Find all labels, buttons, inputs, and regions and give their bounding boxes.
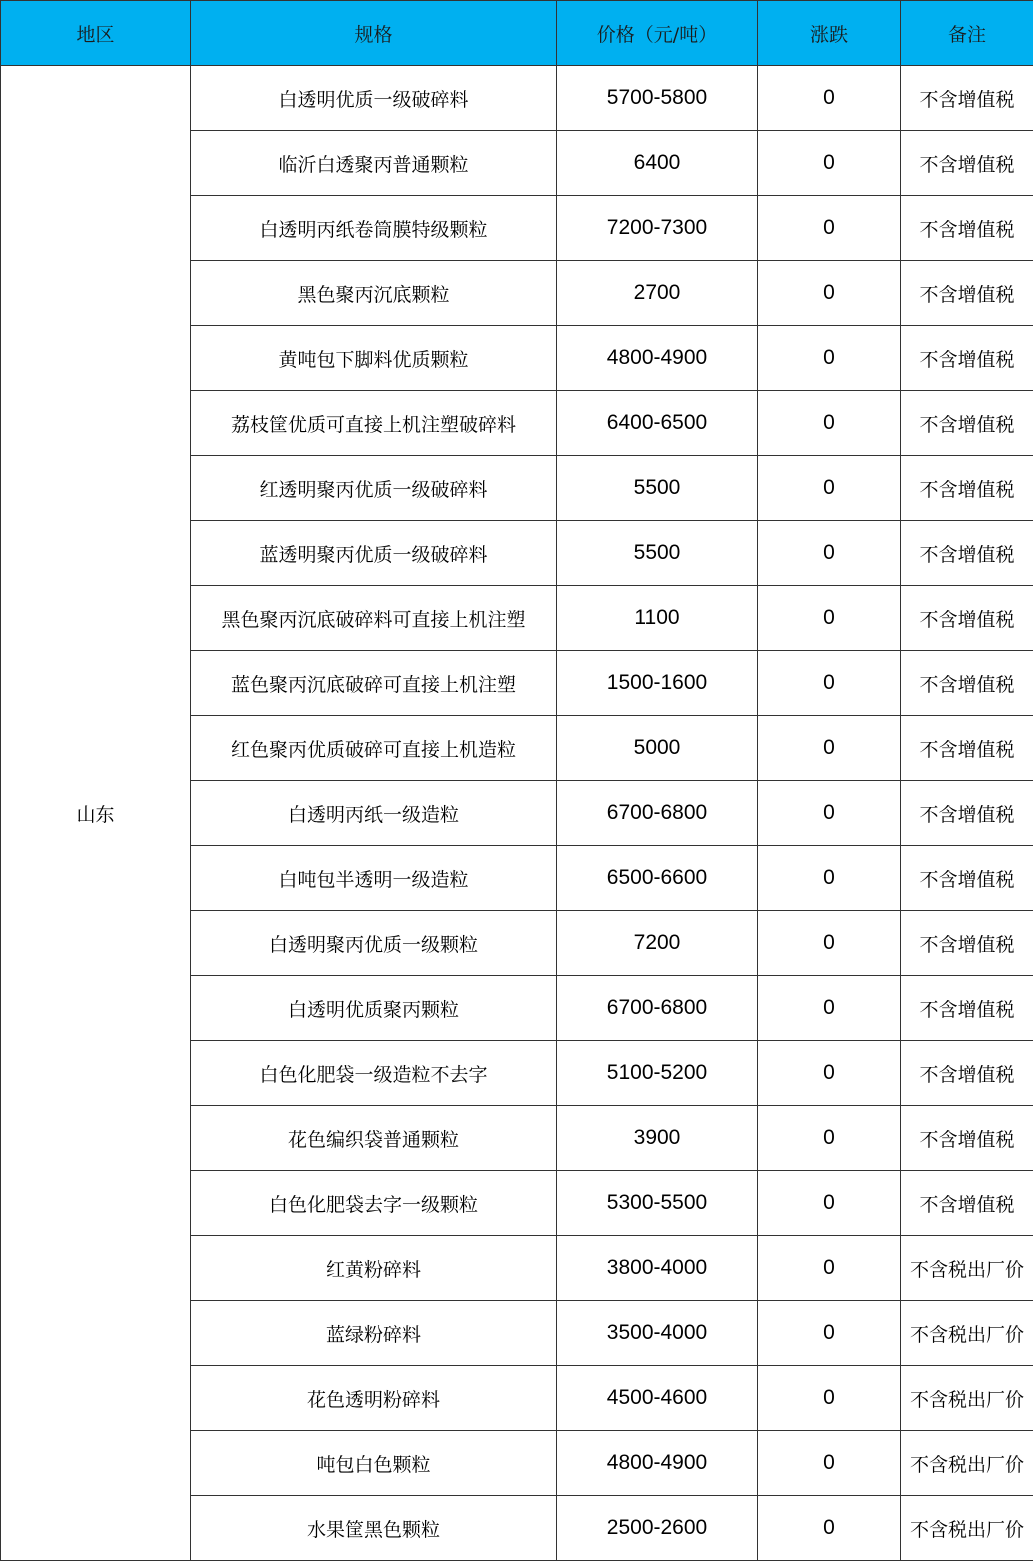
change-cell: 0: [758, 781, 901, 846]
spec-cell: 红色聚丙优质破碎可直接上机造粒: [191, 716, 557, 781]
change-cell: 0: [758, 1236, 901, 1301]
note-cell: 不含税出厂价: [901, 1366, 1033, 1431]
price-cell: 3500-4000: [557, 1301, 758, 1366]
spec-cell: 花色编织袋普通颗粒: [191, 1106, 557, 1171]
price-cell: 7200: [557, 911, 758, 976]
spec-cell: 黑色聚丙沉底破碎料可直接上机注塑: [191, 586, 557, 651]
table-header: [1, 1, 1033, 66]
header-change: 涨跌: [758, 1, 901, 66]
header-price: 价格（元/吨）: [557, 1, 758, 66]
change-cell: 0: [758, 456, 901, 521]
spec-cell: 白透明优质一级破碎料: [191, 66, 557, 131]
price-cell: 5500: [557, 521, 758, 586]
price-cell: 3800-4000: [557, 1236, 758, 1301]
spec-cell: 荔枝筐优质可直接上机注塑破碎料: [191, 391, 557, 456]
note-cell: 不含增值税: [901, 1171, 1033, 1236]
spec-cell: 花色透明粉碎料: [191, 1366, 557, 1431]
note-cell: 不含增值税: [901, 196, 1033, 261]
change-cell: 0: [758, 716, 901, 781]
change-cell: 0: [758, 1171, 901, 1236]
spec-cell: 蓝色聚丙沉底破碎可直接上机注塑: [191, 651, 557, 716]
spec-cell: 临沂白透聚丙普通颗粒: [191, 131, 557, 196]
spec-cell: 白透明聚丙优质一级颗粒: [191, 911, 557, 976]
note-cell: 不含税出厂价: [901, 1496, 1033, 1561]
change-cell: 0: [758, 326, 901, 391]
spec-cell: 白色化肥袋一级造粒不去字: [191, 1041, 557, 1106]
note-cell: 不含增值税: [901, 261, 1033, 326]
spec-cell: 蓝绿粉碎料: [191, 1301, 557, 1366]
table-body: [1, 66, 1033, 1561]
note-cell: 不含增值税: [901, 131, 1033, 196]
change-cell: 0: [758, 1496, 901, 1561]
price-cell: 5100-5200: [557, 1041, 758, 1106]
change-cell: 0: [758, 846, 901, 911]
note-cell: 不含增值税: [901, 781, 1033, 846]
spec-cell: 白吨包半透明一级造粒: [191, 846, 557, 911]
price-cell: 6400: [557, 131, 758, 196]
price-cell: 1100: [557, 586, 758, 651]
price-cell: 2700: [557, 261, 758, 326]
note-cell: 不含增值税: [901, 521, 1033, 586]
price-cell: 6700-6800: [557, 976, 758, 1041]
change-cell: 0: [758, 1366, 901, 1431]
price-cell: 3900: [557, 1106, 758, 1171]
note-cell: 不含增值税: [901, 976, 1033, 1041]
price-cell: 5500: [557, 456, 758, 521]
region-cell: 山东: [1, 66, 191, 1561]
price-cell: 5000: [557, 716, 758, 781]
note-cell: 不含增值税: [901, 716, 1033, 781]
change-cell: 0: [758, 1431, 901, 1496]
change-cell: 0: [758, 911, 901, 976]
change-cell: 0: [758, 261, 901, 326]
note-cell: 不含增值税: [901, 651, 1033, 716]
note-cell: 不含增值税: [901, 846, 1033, 911]
price-cell: 6400-6500: [557, 391, 758, 456]
price-cell: 4500-4600: [557, 1366, 758, 1431]
change-cell: 0: [758, 651, 901, 716]
price-cell: 6500-6600: [557, 846, 758, 911]
price-cell: 6700-6800: [557, 781, 758, 846]
spec-cell: 黄吨包下脚料优质颗粒: [191, 326, 557, 391]
spec-cell: 白透明丙纸卷筒膜特级颗粒: [191, 196, 557, 261]
note-cell: 不含增值税: [901, 586, 1033, 651]
change-cell: 0: [758, 1106, 901, 1171]
spec-cell: 红黄粉碎料: [191, 1236, 557, 1301]
note-cell: 不含税出厂价: [901, 1301, 1033, 1366]
header-region: 地区: [1, 1, 191, 66]
price-cell: 1500-1600: [557, 651, 758, 716]
change-cell: 0: [758, 1041, 901, 1106]
note-cell: 不含增值税: [901, 911, 1033, 976]
table-row: [1, 66, 1033, 131]
spec-cell: 黑色聚丙沉底颗粒: [191, 261, 557, 326]
change-cell: 0: [758, 976, 901, 1041]
note-cell: 不含增值税: [901, 1106, 1033, 1171]
price-cell: 4800-4900: [557, 326, 758, 391]
spec-cell: 吨包白色颗粒: [191, 1431, 557, 1496]
change-cell: 0: [758, 521, 901, 586]
note-cell: 不含增值税: [901, 391, 1033, 456]
spec-cell: 红透明聚丙优质一级破碎料: [191, 456, 557, 521]
change-cell: 0: [758, 66, 901, 131]
note-cell: 不含增值税: [901, 326, 1033, 391]
note-cell: 不含增值税: [901, 1041, 1033, 1106]
header-row: [1, 1, 1033, 66]
price-cell: 5700-5800: [557, 66, 758, 131]
change-cell: 0: [758, 586, 901, 651]
note-cell: 不含税出厂价: [901, 1236, 1033, 1301]
spec-cell: 白色化肥袋去字一级颗粒: [191, 1171, 557, 1236]
spec-cell: 水果筐黑色颗粒: [191, 1496, 557, 1561]
price-cell: 4800-4900: [557, 1431, 758, 1496]
note-cell: 不含税出厂价: [901, 1431, 1033, 1496]
price-cell: 5300-5500: [557, 1171, 758, 1236]
note-cell: 不含增值税: [901, 66, 1033, 131]
header-spec: 规格: [191, 1, 557, 66]
price-cell: 2500-2600: [557, 1496, 758, 1561]
change-cell: 0: [758, 391, 901, 456]
change-cell: 0: [758, 1301, 901, 1366]
spec-cell: 白透明丙纸一级造粒: [191, 781, 557, 846]
spec-cell: 蓝透明聚丙优质一级破碎料: [191, 521, 557, 586]
spec-cell: 白透明优质聚丙颗粒: [191, 976, 557, 1041]
change-cell: 0: [758, 196, 901, 261]
header-note: 备注: [901, 1, 1033, 66]
change-cell: 0: [758, 131, 901, 196]
note-cell: 不含增值税: [901, 456, 1033, 521]
price-cell: 7200-7300: [557, 196, 758, 261]
